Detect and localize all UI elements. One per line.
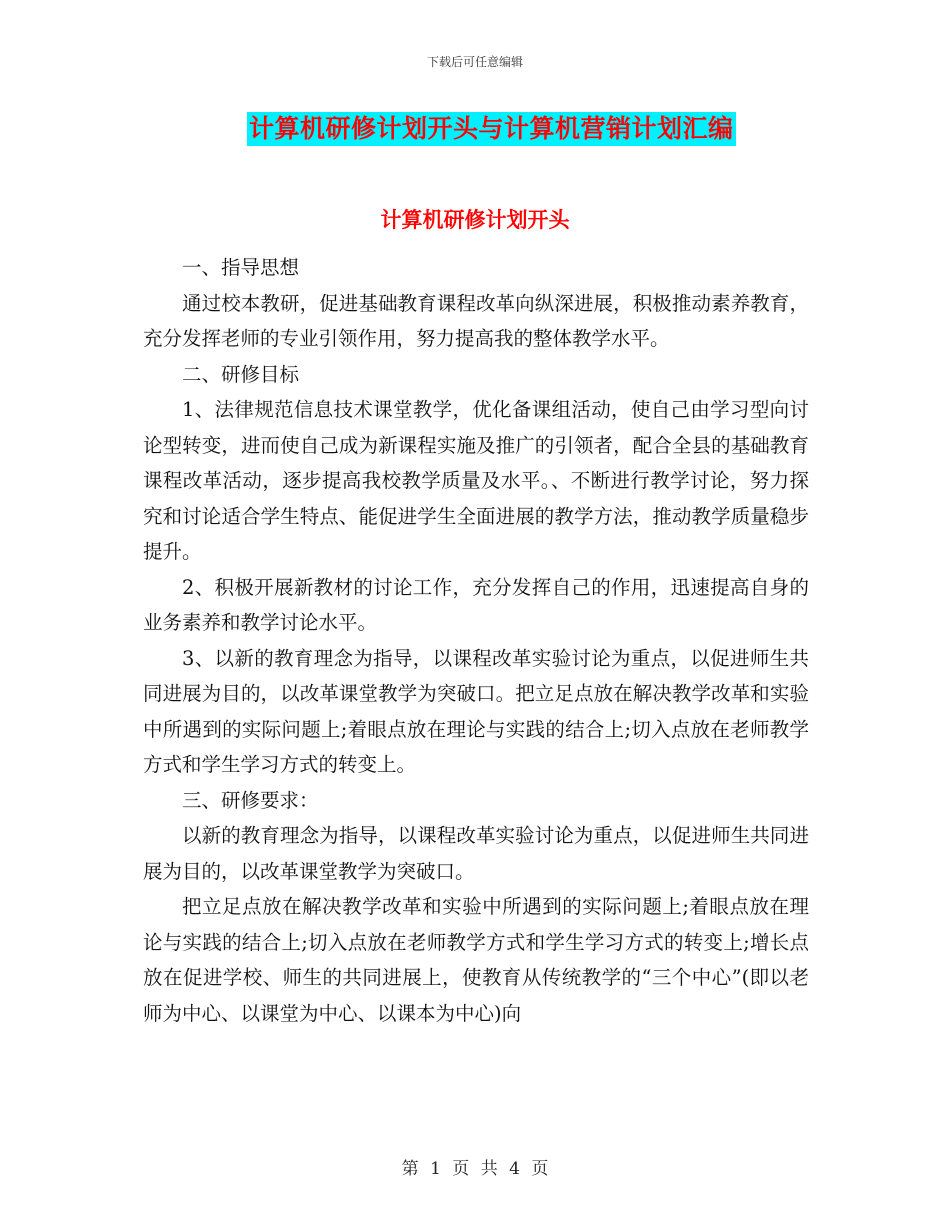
paragraph-goal-1: 1、法律规范信息技术课堂教学，优化备课组活动，使自己由学习型向讨论型转变，进而使自己成为新课程实施及推广的引领者，配合全县的基础教育课程改革活动，逐步提高我校教学质量及水平。、不断进行教学讨论，努力探究和讨论适合学生特点、能促进学生全面进展的教学方法，推动教学质量稳步提升。	[143, 398, 809, 563]
paragraph-goal-3: 3、以新的教育理念为指导，以课程改革实验讨论为重点，以促进师生共同进展为目的，以改革课堂教学为突破口。把立足点放在解决教学改革和实验中所遇到的实际问题上;着眼点放在理论与实践的结合上;切入点放在老师教学方式和学生学习方式的转变上。	[143, 646, 809, 776]
section-title: 计算机研修计划开头	[380, 208, 570, 232]
heading-training-requirements: 三、研修要求：	[182, 788, 319, 812]
paragraph-requirements-1: 以新的教育理念为指导，以课程改革实验讨论为重点，以促进师生共同进展为目的，以改革课堂教学为突破口。	[143, 824, 809, 883]
page-number-footer: 第 1 页 共 4 页	[401, 1159, 549, 1179]
header-note: 下载后可任意编辑	[426, 55, 523, 69]
document-title: 计算机研修计划开头与计算机营销计划汇编	[247, 112, 736, 146]
paragraph-guiding-ideology: 通过校本教研，促进基础教育课程改革向纵深进展，积极推动素养教育，充分发挥老师的专业引领作用，努力提高我的整体教学水平。	[143, 291, 809, 350]
heading-guiding-ideology: 一、指导思想	[182, 256, 300, 279]
document-body	[143, 250, 809, 1031]
paragraph-requirements-2: 把立足点放在解决教学改革和实验中所遇到的实际问题上;着眼点放在理论与实践的结合上;切入点放在老师教学方式和学生学习方式的转变上;增长点放在促进学校、师生的共同进展上，使教育从传统教学的“三个中心”(即以老师为中心、以课堂为中心、以课本为中心)向	[143, 895, 809, 1025]
heading-training-goals: 二、研修目标	[182, 362, 300, 386]
paragraph-goal-2: 2、积极开展新教材的讨论工作，充分发挥自己的作用，迅速提高自身的业务素养和教学讨论水平。	[143, 575, 809, 634]
